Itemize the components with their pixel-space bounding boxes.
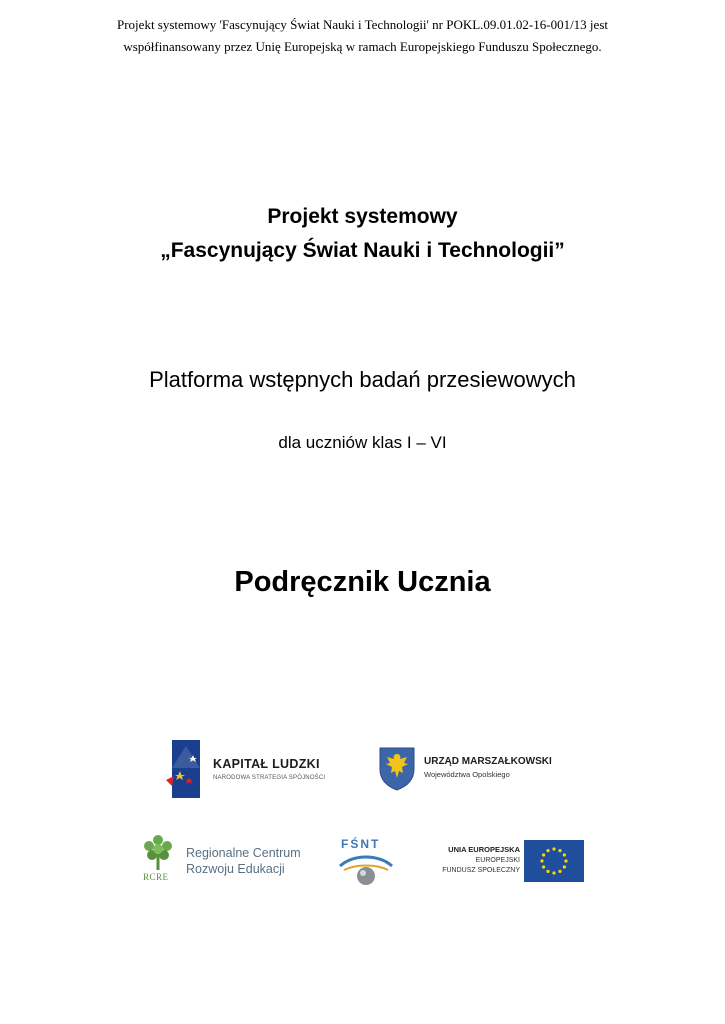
- project-title-line-2: „Fascynujący Świat Nauki i Technologii”: [160, 239, 565, 262]
- kapital-ludzki-logo: [166, 740, 346, 798]
- cofinancing-note: [0, 14, 725, 58]
- platform-subtitle: Platforma wstępnych badań przesiewowych: [149, 367, 576, 392]
- rcre-name-line-1: Regionalne Centrum: [186, 846, 301, 860]
- eu-name: UNIA EUROPEJSKA: [448, 845, 520, 854]
- opole-eagle-crest-icon: [377, 745, 417, 791]
- fsnt-logo: [336, 836, 396, 886]
- urzad-marszalkowski-logo: [377, 745, 557, 795]
- project-title: [0, 200, 725, 268]
- kapital-ludzki-tagline: NARODOWA STRATEGIA SPÓJNOŚCI: [213, 775, 326, 781]
- urzad-tagline: Województwa Opolskiego: [424, 770, 510, 779]
- project-title-line-1: Projekt systemowy: [267, 205, 458, 228]
- kapital-ludzki-emblem-icon: [166, 740, 206, 798]
- tree-icon: [138, 832, 178, 874]
- eu-logo: [432, 838, 587, 884]
- rcre-abbreviation: RCRE: [143, 872, 169, 882]
- kapital-ludzki-name: KAPITAŁ LUDZKI: [213, 757, 320, 771]
- fsnt-name: FŚNT: [341, 837, 381, 851]
- rcre-logo: [138, 832, 308, 887]
- eu-flag-icon: [524, 840, 584, 882]
- eye-globe-icon: [336, 852, 396, 886]
- cofinancing-note-line-1: Projekt systemowy 'Fascynujący Świat Nauki i Technologii' nr POKL.09.01.02-16-001/13 jest: [117, 17, 608, 32]
- rcre-name-line-2: Rozwoju Edukacji: [186, 862, 285, 876]
- audience-line: dla uczniów klas I – VI: [278, 433, 447, 452]
- eu-fund-line-2: FUNDUSZ SPOŁECZNY: [442, 867, 520, 874]
- urzad-name: URZĄD MARSZAŁKOWSKI: [424, 756, 552, 767]
- eu-fund-line-1: EUROPEJSKI: [475, 857, 520, 864]
- document-title: Podręcznik Ucznia: [234, 566, 491, 598]
- cofinancing-note-line-2: współfinansowany przez Unię Europejską w ramach Europejskiego Funduszu Społecznego.: [123, 39, 602, 54]
